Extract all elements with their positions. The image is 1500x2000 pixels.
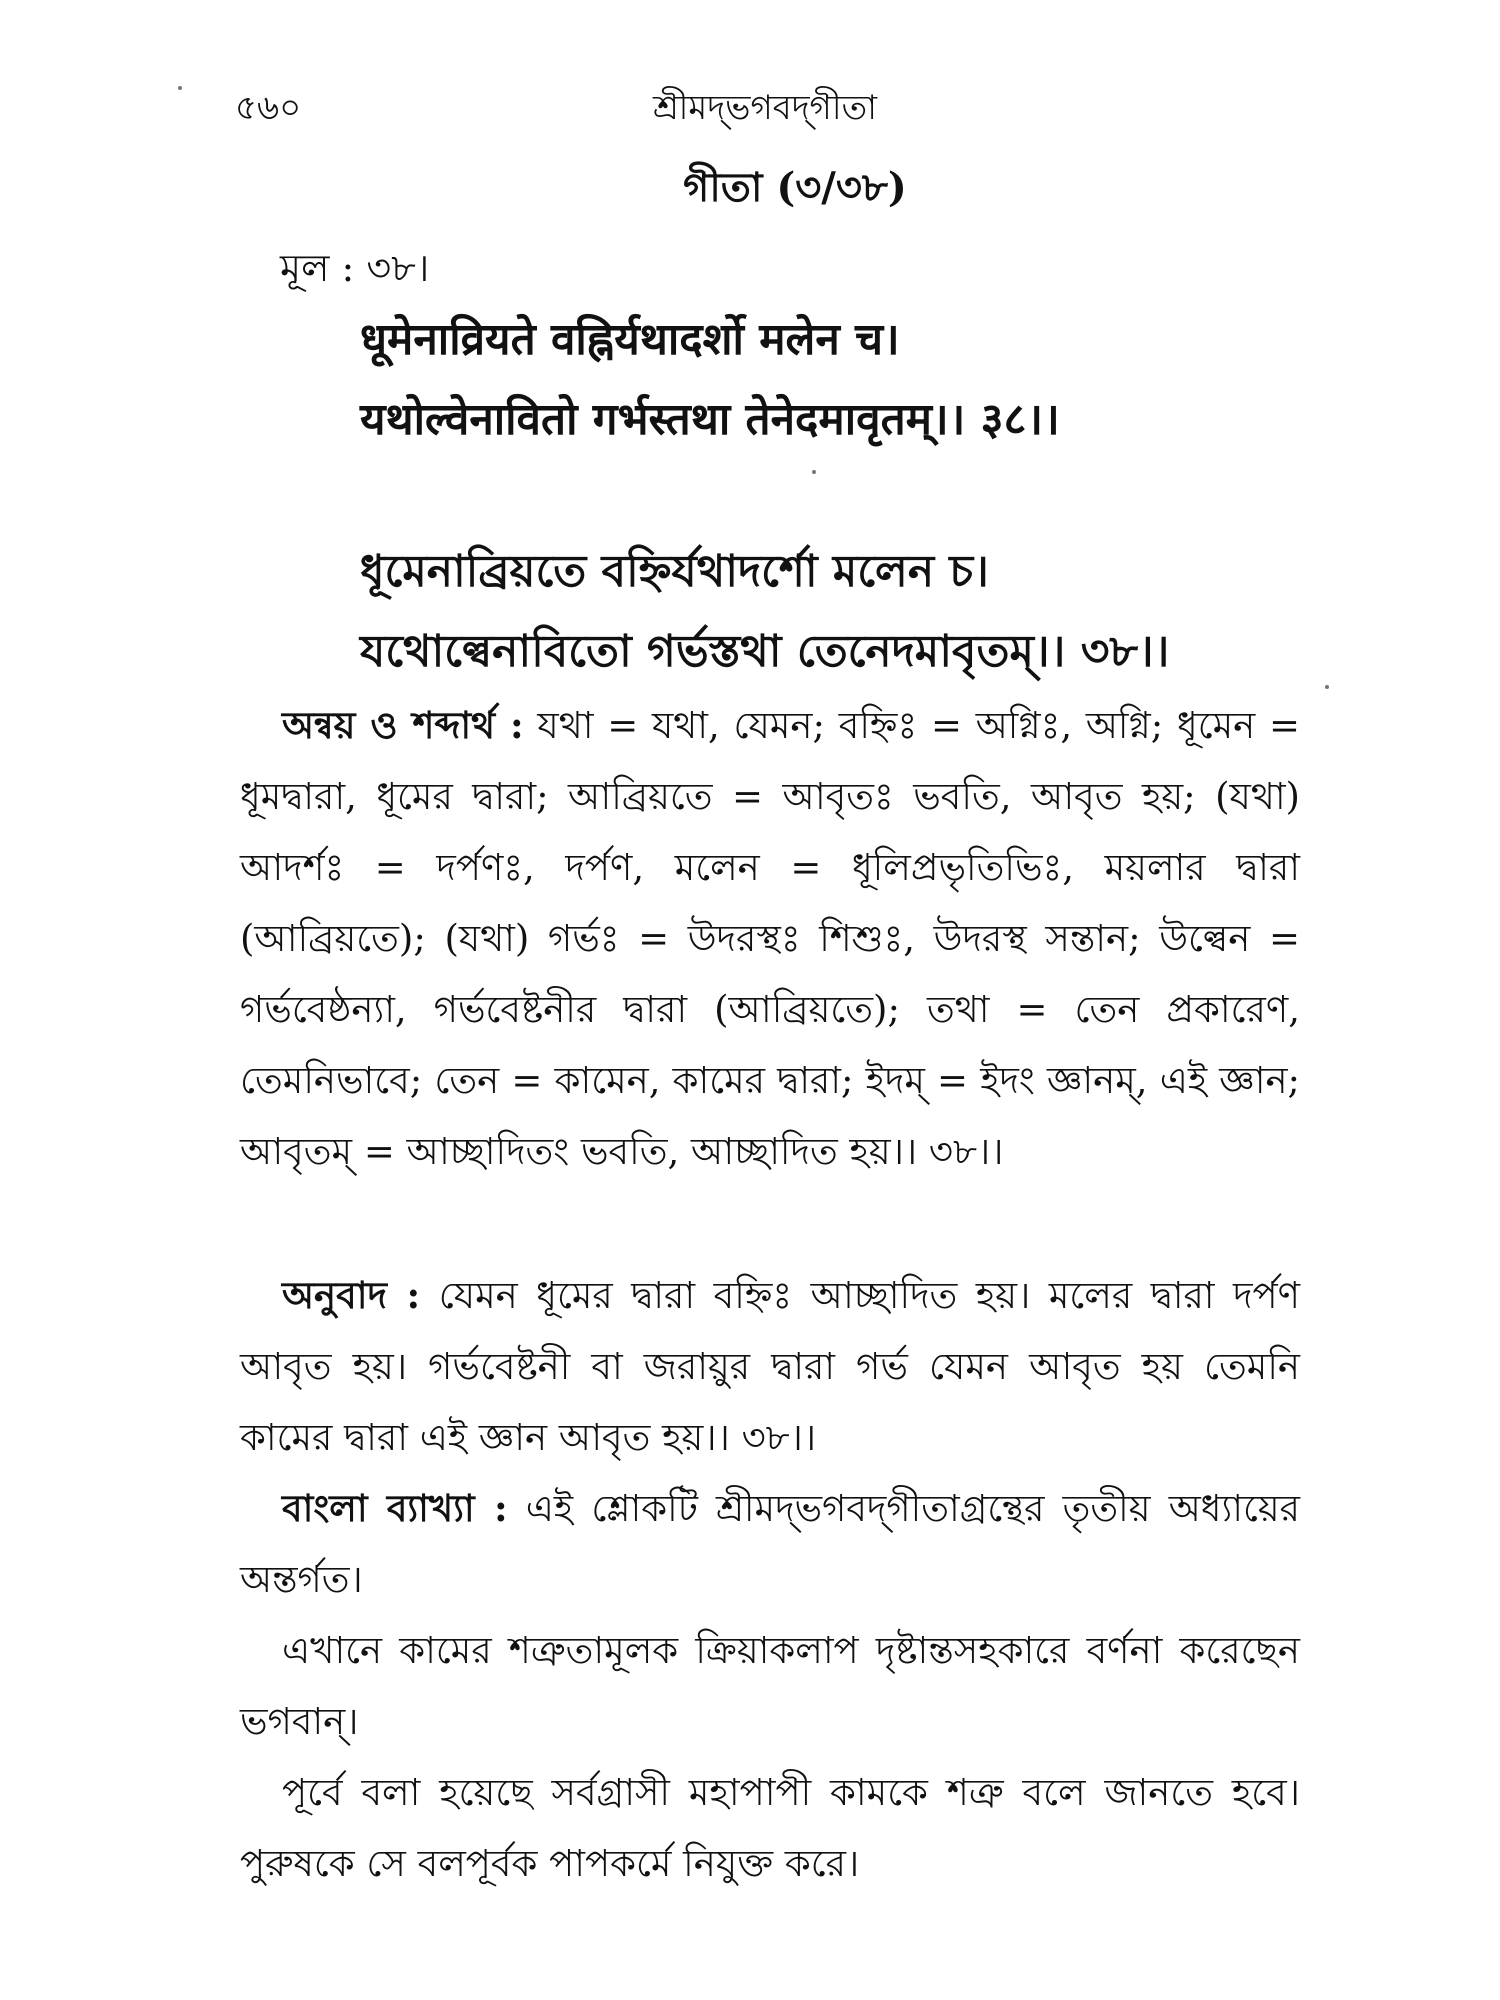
page-number: ৫৬০: [235, 88, 302, 128]
anvay-section: [240, 690, 1300, 1187]
running-header: [235, 78, 1295, 138]
anubad-text: যেমন ধূমের দ্বারা বহ্নিঃ আচ্ছাদিত হয়। মলের দ্বারা দর্পণ আবৃত হয়। গর্ভবেষ্টনী বা জরায়ুর দ্বারা গর্ভ যেমন আবৃত হয় তেমনি কামের দ্বারা এই জ্ঞান আবৃত হয়।। ৩৮।।: [240, 1274, 1300, 1459]
verse-bengali: [360, 532, 1169, 692]
verse-sanskrit: [360, 300, 1060, 460]
anvay-label: অন্বয় ও শব্দার্থ :: [282, 703, 524, 747]
commentary-paragraph-1: [240, 1615, 1300, 1757]
commentary-paragraph-2: [240, 1757, 1300, 1899]
section-title: গীতা (৩/৩৮): [683, 164, 907, 211]
verse-sanskrit-line-2: यथोल्वेनावितो गर्भस्तथा तेनेदमावृतम्।। ३८।।: [360, 394, 1060, 445]
anvay-text: যথা = যথা, যেমন; বহ্নিঃ = অগ্নিঃ, অগ্নি; ধূমেন = ধূমদ্বারা, ধূমের দ্বারা; আব্রিয়তে = আবৃতঃ ভবতি, আবৃত হয়; (যথা) আদর্শঃ = দর্পণঃ, দর্পণ, মলেন = ধূলিপ্রভৃতিভিঃ, ময়লার দ্বারা (আব্রিয়তে); (যথা) গর্ভঃ = উদরস্থঃ শিশুঃ, উদরস্থ সন্তান; উল্বেন = গর্ভবেষ্ঠন্যা, গর্ভবেষ্টনীর দ্বারা (আব্রিয়তে); তথা = তেন প্রকারেণ, তেমনিভাবে; তেন = কামেন, কামের দ্বারা; ইদম্ = ইদং জ্ঞানম্, এই জ্ঞান; আবৃতম্ = আচ্ছাদিতং ভবতি, আচ্ছাদিত হয়।। ৩৮।।: [240, 704, 1300, 1173]
paper-speck: [178, 86, 182, 90]
verse-bengali-line-2: যথোল্বেনাবিতো গর্ভস্তথা তেনেদমাবৃতম্।। ৩৮।।: [360, 626, 1170, 677]
mula-label: মূল : ৩৮।: [280, 246, 430, 290]
anubad-section: [240, 1260, 1300, 1473]
paper-speck: [1325, 685, 1329, 689]
byakhya-section: [240, 1473, 1300, 1615]
anvay-paragraph: [240, 690, 1300, 1187]
byakhya-label: বাংলা ব্যাখ্যা :: [282, 1486, 508, 1530]
verse-bengali-line-1: ধূমেনাব্রিয়তে বহ্নির্যথাদর্শো মলেন চ।: [360, 546, 989, 597]
paper-speck: [812, 470, 816, 474]
paragraph-text: পূর্বে বলা হয়েছে সর্বগ্রাসী মহাপাপী কামকে শত্রু বলে জানতে হবে। পুরুষকে সে বলপূর্বক পাপকর্মে নিযুক্ত করে।: [240, 1771, 1300, 1885]
byakhya-paragraph: [240, 1473, 1300, 1615]
anubad-label: অনুবাদ :: [282, 1273, 421, 1317]
byakhya-text: এই শ্লোকটি শ্রীমদ্‌ভগবদ্‌গীতাগ্রন্থের তৃতীয় অধ্যায়ের অন্তর্গত।: [240, 1487, 1300, 1601]
anubad-paragraph: [240, 1260, 1300, 1473]
paragraph-text: এখানে কামের শত্রুতামূলক ক্রিয়াকলাপ দৃষ্টান্তসহকারে বর্ণনা করেছেন ভগবান্।: [240, 1629, 1300, 1743]
book-title: শ্রীমদ্‌ভগবদ্‌গীতা: [653, 88, 877, 128]
verse-sanskrit-line-1: धूमेनाव्रियते वह्निर्यथादर्शो मलेन च।: [360, 314, 900, 365]
